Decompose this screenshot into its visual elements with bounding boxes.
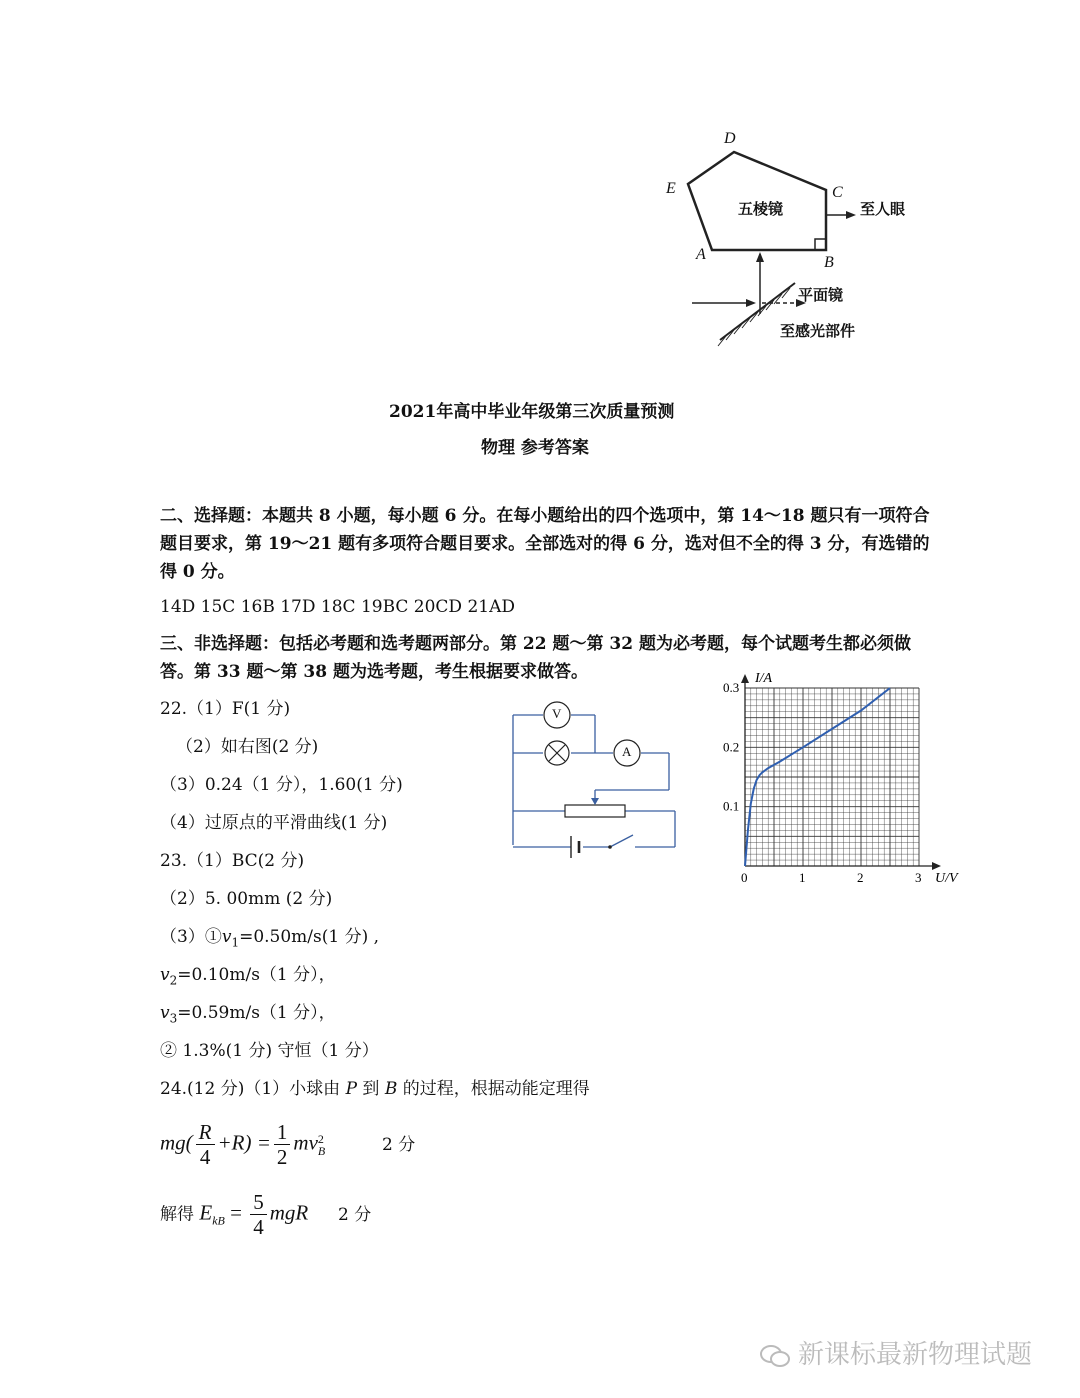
y-tick-label: 0.3 xyxy=(723,680,740,695)
v3-symbol: v xyxy=(160,1003,170,1023)
section2-answers: 14D 15C 16B 17D 18C 19BC 20CD 21AD xyxy=(160,597,516,617)
eq1-half-den: 2 xyxy=(276,1145,288,1169)
q23-part3-prefix: （3）① xyxy=(160,927,222,947)
label-E: E xyxy=(666,180,676,197)
watermark xyxy=(760,1334,1032,1371)
eq1-mg: mg( xyxy=(160,1130,193,1155)
eq1-frac-den: 4 xyxy=(199,1145,211,1169)
sensor-label: 至感光部件 xyxy=(780,322,856,340)
x-tick-label: 3 xyxy=(915,870,922,885)
label-D: D xyxy=(724,130,736,147)
right-angle-mark xyxy=(815,239,826,250)
q23-part1: 23.（1）BC(2 分) xyxy=(160,851,305,871)
label-A: A xyxy=(696,246,706,263)
document-title: 2021年高中毕业年级第三次质量预测 xyxy=(389,402,675,422)
q24-eq1-score: 2 分 xyxy=(382,1135,416,1155)
x-tick-label: 0 xyxy=(741,870,748,885)
v2-value: =0.10m/s（1 分）， xyxy=(177,965,336,985)
q23-part3 xyxy=(160,928,379,950)
mirror-label: 平面镜 xyxy=(798,286,844,304)
q24-intro-text-c: 的过程，根据动能定理得 xyxy=(397,1079,590,1099)
eq1-mv: mv xyxy=(293,1130,318,1155)
eq2-E: E xyxy=(199,1200,213,1225)
x-tick-label: 1 xyxy=(799,870,806,885)
eq2-fraction xyxy=(250,1190,267,1239)
wechat-icon xyxy=(760,1344,790,1368)
eq2-equals: = xyxy=(224,1200,248,1225)
watermark-text: 新课标最新物理试题 xyxy=(798,1340,1033,1370)
q23-v3-line xyxy=(160,1004,336,1026)
eq1-subscript: B xyxy=(317,1143,326,1158)
chart-ylabel: I/A xyxy=(755,671,773,686)
y-tick-label: 0.2 xyxy=(723,739,740,755)
eq1-plus-R: +R) = xyxy=(217,1130,271,1155)
q22-part2: （2）如右图(2 分) xyxy=(176,737,319,757)
eq2-mgR: mgR xyxy=(269,1200,309,1225)
circuit-diagram xyxy=(505,695,685,860)
iu-chart xyxy=(715,668,970,893)
q24-point-P: P xyxy=(345,1079,358,1099)
ammeter-label: A xyxy=(622,744,632,759)
q23-part2: （2）5. 00mm (2 分) xyxy=(160,889,333,909)
v3-value: =0.59m/s（1 分）， xyxy=(177,1003,336,1023)
v2-subscript: 2 xyxy=(169,973,178,988)
section2-instructions: 二、选择题：本题共 8 小题，每小题 6 分。在每小题给出的四个选项中，第 14～18 题只有一项符合题目要求，第 19～21 题有多项符合题目要求。全部选对的得 6 分，选对但不全的得 3 分，有选错的得 0 分。 xyxy=(160,506,930,582)
to-eye-label: 至人眼 xyxy=(860,200,906,218)
y-axis-arrow xyxy=(741,674,749,683)
voltmeter-label: V xyxy=(552,706,562,721)
v3-subscript: 3 xyxy=(169,1011,178,1026)
section3-instructions: 三、非选择题：包括必考题和选考题两部分。第 22 题～第 32 题为必考题，每个试题考生都必须做答。第 33 题～第 38 题为选考题，考生根据要求做答。 xyxy=(160,634,911,682)
eq1-half-num: 1 xyxy=(274,1120,291,1145)
rheostat-symbol xyxy=(565,805,625,817)
eq2-prefix: 解得 xyxy=(160,1204,200,1225)
x-axis-arrow xyxy=(932,862,941,870)
q22-part4: （4）过原点的平滑曲线(1 分) xyxy=(160,813,388,833)
q23-v2-line xyxy=(160,966,336,988)
pentaprism-label: 五棱镜 xyxy=(738,200,784,218)
q23-part4: ② 1.3%(1 分) 守恒（1 分） xyxy=(160,1041,379,1061)
q24-point-B: B xyxy=(384,1079,398,1099)
v1-value: =0.50m/s(1 分) , xyxy=(239,927,380,947)
q24-intro-text-b: 到 xyxy=(357,1079,385,1099)
eq1-superscript: 2 xyxy=(317,1131,324,1146)
pentaprism-figure xyxy=(660,120,920,350)
label-C: C xyxy=(832,184,843,201)
q22-part1: 22.（1）F(1 分) xyxy=(160,699,291,719)
x-tick-label: 2 xyxy=(857,870,864,885)
q24-equation-1 xyxy=(160,1120,325,1169)
eq1-fraction-R-over-4 xyxy=(196,1120,215,1169)
y-tick-label: 0.1 xyxy=(723,798,740,814)
v1-subscript: 1 xyxy=(231,935,240,950)
eq1-frac-num: R xyxy=(196,1120,215,1145)
chart-xlabel: U/V xyxy=(935,871,958,886)
document-subtitle: 物理 参考答案 xyxy=(481,438,589,458)
q24-intro-text-a: 24.(12 分)（1）小球由 xyxy=(160,1079,346,1099)
eq2-frac-num: 5 xyxy=(250,1190,267,1215)
chart-grid xyxy=(745,688,919,866)
v2-symbol: v xyxy=(160,965,170,985)
q22-part3: （3）0.24（1 分），1.60(1 分) xyxy=(160,775,403,795)
eq1-fraction-half xyxy=(274,1120,291,1169)
eq2-subscript: kB xyxy=(212,1213,225,1228)
q24-intro xyxy=(160,1080,590,1099)
label-B: B xyxy=(824,254,834,271)
q24-eq2-score: 2 分 xyxy=(338,1205,372,1225)
chart-axes xyxy=(741,674,941,870)
v1-symbol: v xyxy=(221,927,232,947)
q24-equation-2 xyxy=(160,1190,308,1239)
eq2-frac-den: 4 xyxy=(253,1215,264,1239)
